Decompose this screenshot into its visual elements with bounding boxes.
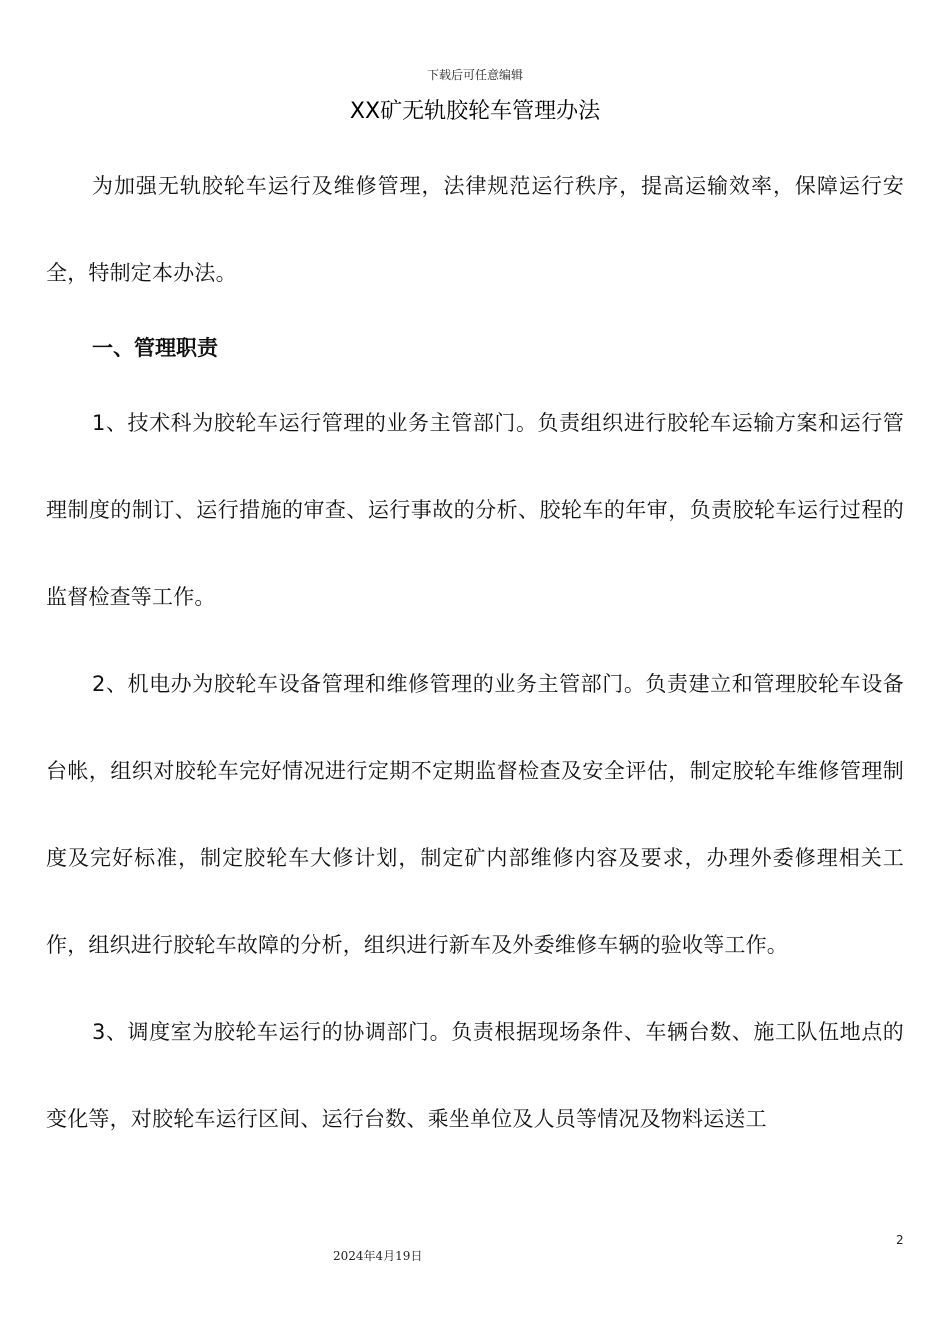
duty-item-3: 3、调度室为胶轮车运行的协调部门。负责根据现场条件、车辆台数、施工队伍地点的变化等，对胶轮车运行区间、运行台数、乘坐单位及人员等情况及物料运送工 bbox=[46, 1020, 904, 1131]
page-number: 2 bbox=[896, 1233, 904, 1247]
intro-paragraph: 为加强无轨胶轮车运行及维修管理，法律规范运行秩序，提高运输效率，保障运行安全，特制定本办法。 bbox=[46, 174, 904, 285]
document-body bbox=[46, 143, 904, 1163]
duty-item-1: 1、技术科为胶轮车运行管理的业务主管部门。负责组织进行胶轮车运输方案和运行管理制度的制订、运行措施的审查、运行事故的分析、胶轮车的年审，负责胶轮车运行过程的监督检查等工作。 bbox=[46, 411, 904, 609]
section-heading-management-duties: 一、管理职责 bbox=[92, 336, 218, 360]
footer-date: 2024年4月19日 bbox=[333, 1249, 423, 1263]
document-title: XX矿无轨胶轮车管理办法 bbox=[349, 99, 601, 124]
header-note: 下载后可任意编辑 bbox=[426, 68, 523, 82]
duty-item-2: 2、机电办为胶轮车设备管理和维修管理的业务主管部门。负责建立和管理胶轮车设备台帐，组织对胶轮车完好情况进行定期不定期监督检查及安全评估，制定胶轮车维修管理制度及完好标准，制定胶轮车大修计划，制定矿内部维修内容及要求，办理外委修理相关工作，组织进行胶轮车故障的分析，组织进行新车及外委维修车辆的验收等工作。 bbox=[46, 672, 904, 957]
